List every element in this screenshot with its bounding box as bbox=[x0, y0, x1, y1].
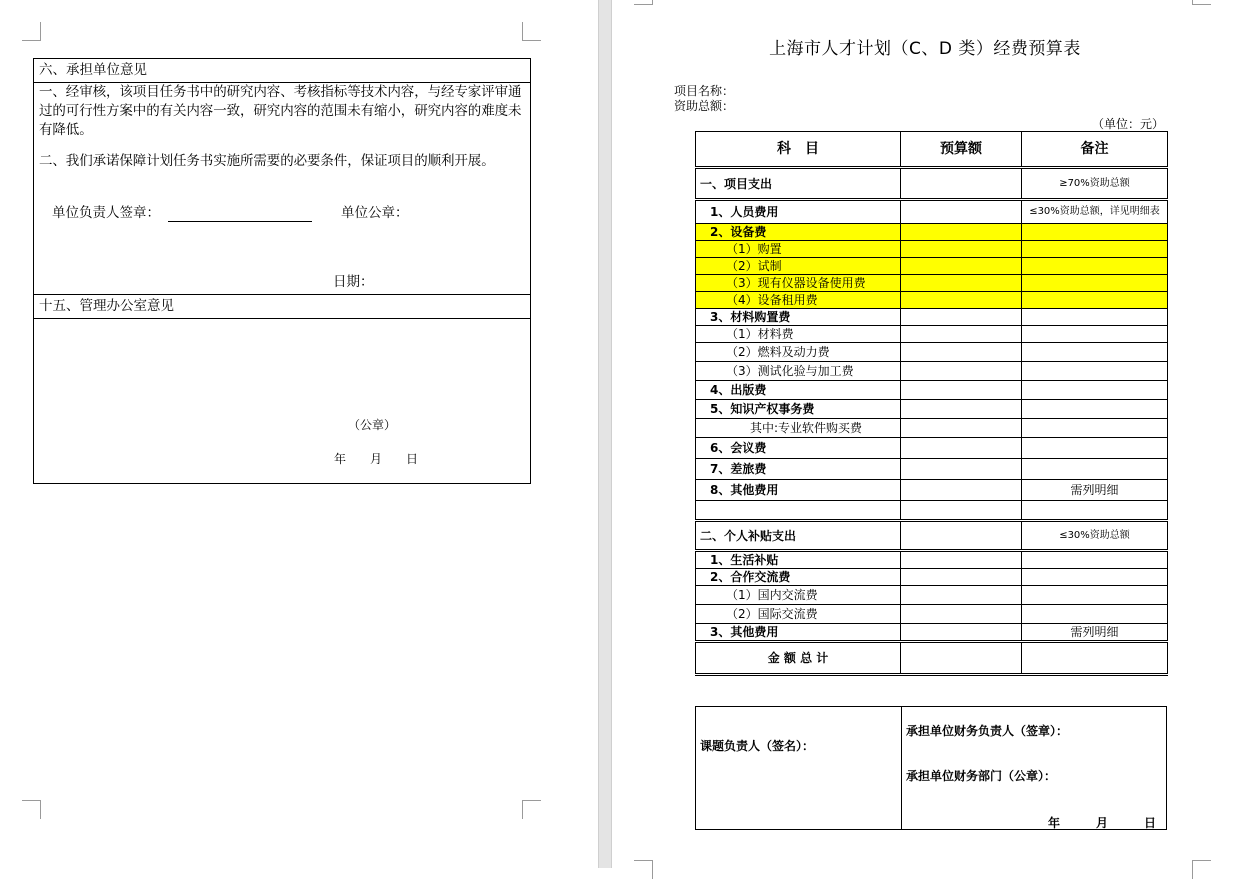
table-row: （1）购置 bbox=[696, 241, 1168, 258]
budget-cell[interactable] bbox=[901, 326, 1022, 343]
table-row: （2）试制 bbox=[696, 258, 1168, 275]
table-row: 4、出版费 bbox=[696, 381, 1168, 400]
budget-cell[interactable] bbox=[901, 292, 1022, 309]
approval-form bbox=[33, 58, 531, 484]
table-row: 1、生活补贴 bbox=[696, 551, 1168, 569]
table-row bbox=[696, 501, 1168, 521]
budget-cell[interactable] bbox=[901, 605, 1022, 624]
unit-seal-label: 单位公章： bbox=[341, 205, 409, 221]
table-row: （2）燃料及动力费 bbox=[696, 343, 1168, 362]
budget-cell[interactable] bbox=[901, 309, 1022, 326]
date-label: 日期： bbox=[333, 274, 374, 290]
left-page bbox=[0, 0, 598, 868]
table-row: 5、知识产权事务费 bbox=[696, 400, 1168, 419]
budget-cell[interactable] bbox=[901, 381, 1022, 400]
budget-cell[interactable] bbox=[901, 551, 1022, 569]
budget-cell[interactable] bbox=[901, 168, 1022, 200]
budget-table bbox=[695, 131, 1168, 676]
date-ymd: 年 月 日 bbox=[334, 452, 419, 466]
budget-cell[interactable] bbox=[901, 200, 1022, 224]
table-row: 1、人员费用 ≤30%资助总额，详见明细表 bbox=[696, 200, 1168, 224]
project-name-label: 项目名称： bbox=[674, 84, 735, 98]
table-row: 2、合作交流费 bbox=[696, 569, 1168, 586]
table-row: 3、材料购置费 bbox=[696, 309, 1168, 326]
signature-line bbox=[168, 221, 312, 222]
table-row: 其中:专业软件购买费 bbox=[696, 419, 1168, 438]
table-row: （1）材料费 bbox=[696, 326, 1168, 343]
table-row: （3）现有仪器设备使用费 bbox=[696, 275, 1168, 292]
budget-cell[interactable] bbox=[901, 241, 1022, 258]
table-row: 8、其他费用 需列明细 bbox=[696, 480, 1168, 501]
finance-dept-seal-label: 承担单位财务部门（公章）： bbox=[906, 769, 1057, 783]
total-funding-label: 资助总额： bbox=[674, 99, 735, 113]
table-row: （2）国际交流费 bbox=[696, 605, 1168, 624]
page-gutter bbox=[598, 0, 612, 868]
margin-corner-mark bbox=[22, 22, 41, 41]
table-row: 一、项目支出 ≥70%资助总额 bbox=[696, 168, 1168, 200]
table-header-row bbox=[696, 132, 1168, 168]
budget-cell[interactable] bbox=[901, 624, 1022, 642]
right-page bbox=[612, 0, 1238, 868]
table-row: （1）国内交流费 bbox=[696, 586, 1168, 605]
budget-cell[interactable] bbox=[901, 362, 1022, 381]
budget-cell[interactable] bbox=[901, 521, 1022, 551]
total-budget-cell[interactable] bbox=[901, 642, 1022, 675]
divider bbox=[34, 294, 530, 295]
budget-cell[interactable] bbox=[901, 438, 1022, 459]
margin-corner-mark bbox=[522, 800, 541, 819]
budget-cell[interactable] bbox=[901, 258, 1022, 275]
budget-cell[interactable] bbox=[901, 569, 1022, 586]
margin-corner-mark bbox=[634, 860, 653, 879]
table-row: （4）设备租用费 bbox=[696, 292, 1168, 309]
table-row: 3、其他费用 需列明细 bbox=[696, 624, 1168, 642]
budget-cell[interactable] bbox=[901, 343, 1022, 362]
budget-cell[interactable] bbox=[901, 480, 1022, 501]
table-row: 2、设备费 bbox=[696, 224, 1168, 241]
divider bbox=[34, 318, 530, 319]
divider bbox=[901, 707, 902, 829]
margin-corner-mark bbox=[1192, 0, 1211, 5]
margin-corner-mark bbox=[522, 22, 541, 41]
unit-label: （单位：元） bbox=[1092, 117, 1165, 131]
finance-head-signature-label: 承担单位财务负责人（签章）： bbox=[906, 724, 1069, 738]
margin-corner-mark bbox=[22, 800, 41, 819]
review-paragraph: 一、经审核，该项目任务书中的研究内容、考核指标等技术内容，与经专家评审通过的可行性方案中的有关内容一致，研究内容的范围未有缩小，研究内容的难度未有降低。 bbox=[39, 84, 522, 138]
header-budget: 预算额 bbox=[901, 132, 1022, 168]
header-remark: 备注 bbox=[1022, 132, 1168, 168]
table-row-total: 金 额 总 计 bbox=[696, 642, 1168, 675]
table-row: （3）测试化验与加工费 bbox=[696, 362, 1168, 381]
budget-cell[interactable] bbox=[901, 459, 1022, 480]
section6-title: 六、承担单位意见 bbox=[39, 62, 147, 78]
table-row: 7、差旅费 bbox=[696, 459, 1168, 480]
signature-block bbox=[695, 706, 1167, 830]
sign-date-ymd: 年 月 日 bbox=[1048, 816, 1157, 830]
official-seal-label: （公章） bbox=[348, 418, 397, 432]
budget-cell[interactable] bbox=[901, 224, 1022, 241]
commitment-paragraph: 二、我们承诺保障计划任务书实施所需要的必要条件，保证项目的顺利开展。 bbox=[39, 153, 495, 169]
budget-cell[interactable] bbox=[901, 586, 1022, 605]
margin-corner-mark bbox=[634, 0, 653, 5]
budget-cell[interactable] bbox=[901, 419, 1022, 438]
budget-cell[interactable] bbox=[901, 501, 1022, 521]
budget-cell[interactable] bbox=[901, 400, 1022, 419]
header-subject: 科 目 bbox=[696, 132, 901, 168]
section15-title: 十五、管理办公室意见 bbox=[39, 298, 174, 314]
project-leader-signature-label: 课题负责人（签名）： bbox=[700, 739, 815, 753]
table-row: 6、会议费 bbox=[696, 438, 1168, 459]
table-row: 二、个人补贴支出 ≤30%资助总额 bbox=[696, 521, 1168, 551]
budget-title: 上海市人才计划（C、D 类）经费预算表 bbox=[769, 39, 1081, 59]
signer-label: 单位负责人签章： bbox=[52, 205, 160, 221]
margin-corner-mark bbox=[1192, 860, 1211, 879]
budget-cell[interactable] bbox=[901, 275, 1022, 292]
